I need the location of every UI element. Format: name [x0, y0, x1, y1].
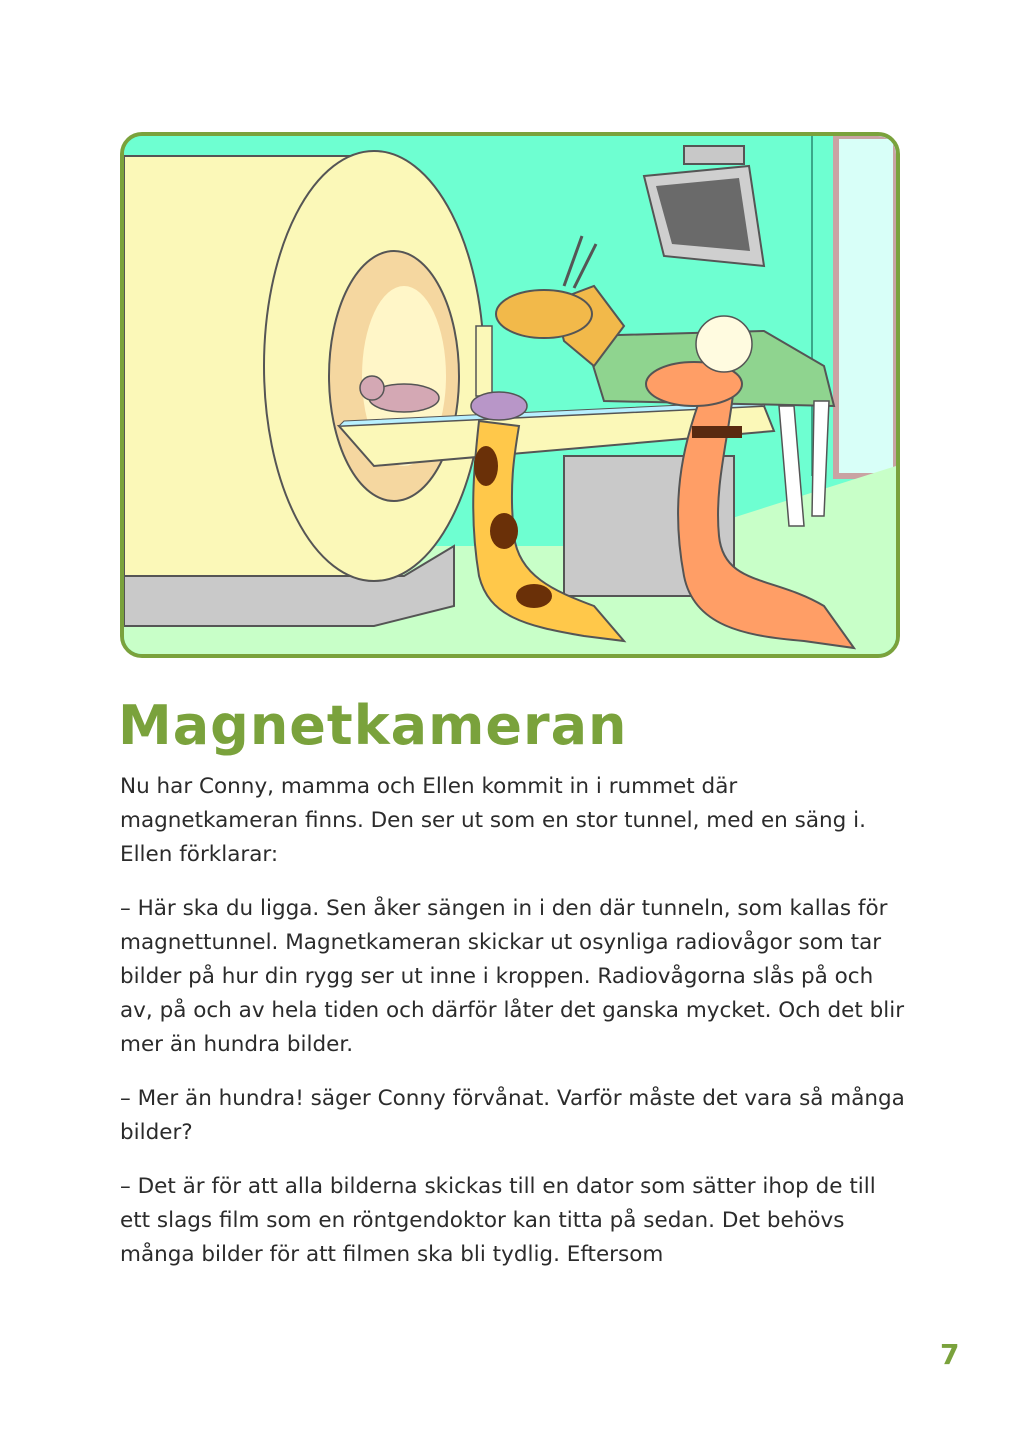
teddy-head: [360, 376, 384, 400]
control-panel: [476, 326, 492, 396]
conny-spot-2: [490, 513, 518, 549]
mri-room-illustration: [120, 132, 900, 658]
window: [836, 136, 896, 476]
illustration-drawing: [124, 136, 896, 654]
page-number: 7: [940, 1338, 960, 1371]
story-text: [120, 770, 910, 1292]
paragraph-1: Nu har Conny, mamma och Ellen kommit in i rummet där magnetkameran finns. Den ser ut som en stor tunnel, med en säng i. Ellen förklarar:: [120, 774, 866, 867]
monitor-arm: [684, 146, 744, 164]
conny-hat: [471, 392, 527, 420]
nurse-collar: [692, 426, 742, 438]
conny-spot-1: [474, 446, 498, 486]
conny-spot-3: [516, 584, 552, 608]
page-title: Magnetkameran: [118, 694, 628, 757]
gazelle-head: [496, 290, 592, 338]
paragraph-2: – Här ska du ligga. Sen åker sängen in i den där tunneln, som kallas för magnettunnel. Magnetkameran skickar ut osynliga radiovågor som tar bilder på hur din rygg ser ut inne i kroppen. Radiovågorna slås på och av, på och av hela tiden och därför låter det ganska mycket. Och det blir mer än hundra bilder.: [120, 896, 905, 1057]
paragraph-3: – Mer än hundra! säger Conny förvånat. Varför måste det vara så många bilder?: [120, 1086, 905, 1145]
nurse-hair: [696, 316, 752, 372]
paragraph-4: – Det är för att alla bilderna skickas till en dator som sätter ihop de till ett slags film som en röntgendoktor kan titta på sedan. Det behövs många bilder för att filmen ska bli tydlig. Eftersom: [120, 1174, 876, 1267]
